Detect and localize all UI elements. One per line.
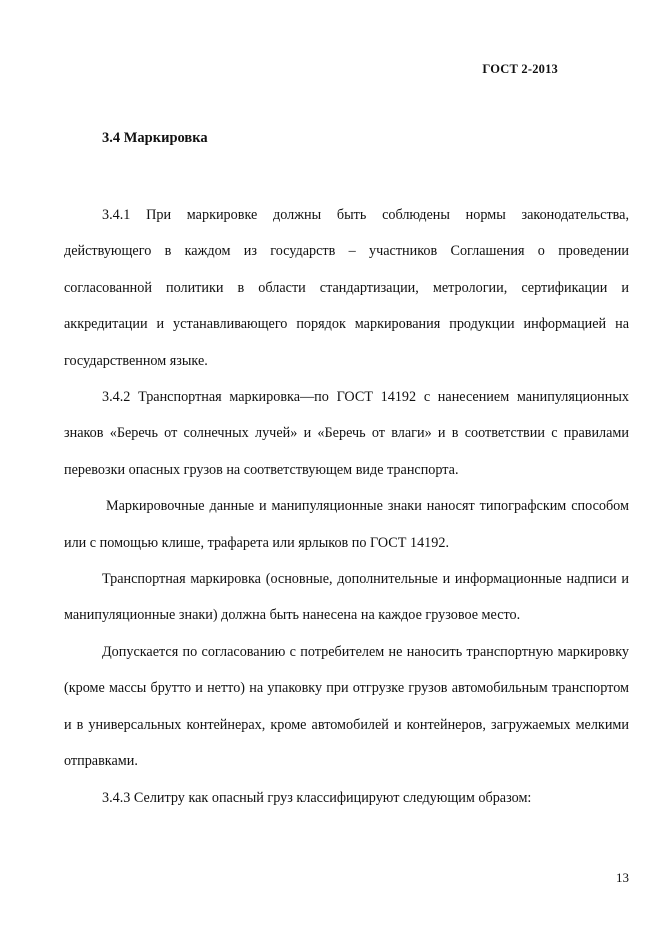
document-code: ГОСТ 2-2013 bbox=[482, 62, 558, 76]
paragraph-transport-marking: Транспортная маркировка (основные, дополнительные и информационные надписи и манипуляционные знаки) должна быть нанесена на каждое грузовое место. bbox=[64, 571, 629, 624]
paragraph-allowed-omission: Допускается по согласованию с потребителем не наносить транспортную маркировку (кроме массы брутто и нетто) на упаковку при отгрузке грузов автомобильным транспортом и в универсальных контейнерах, кроме автомобилей и контейнеров, загружаемых мелкими отправками. bbox=[64, 643, 629, 770]
paragraph-3-4-2: 3.4.2 Транспортная маркировка—по ГОСТ 14192 с нанесением манипуляционных знаков «Беречь от солнечных лучей» и «Беречь от влаги» и в соответствии с правилами перевозки опасных грузов на соответствующем виде транспорта. bbox=[64, 389, 629, 478]
paragraph-3-4-1: 3.4.1 При маркировке должны быть соблюдены нормы законодательства, действующего в каждом из государств – участников Соглашения о проведении согласованной политики в области стандартизации, метрологии, сертификации и аккредитации и устанавливающего порядок маркирования продукции информацией на государственном языке. bbox=[64, 207, 629, 369]
page-number: 13 bbox=[616, 870, 629, 885]
section-title: 3.4 Маркировка bbox=[102, 130, 208, 146]
paragraph-3-4-3: 3.4.3 Селитру как опасный груз классифицируют следующим образом: bbox=[102, 789, 532, 806]
paragraph-marking-data: Маркировочные данные и манипуляционные знаки наносят типографским способом или с помощью клише, трафарета или ярлыков по ГОСТ 14192. bbox=[64, 498, 629, 551]
body-text bbox=[64, 197, 629, 816]
